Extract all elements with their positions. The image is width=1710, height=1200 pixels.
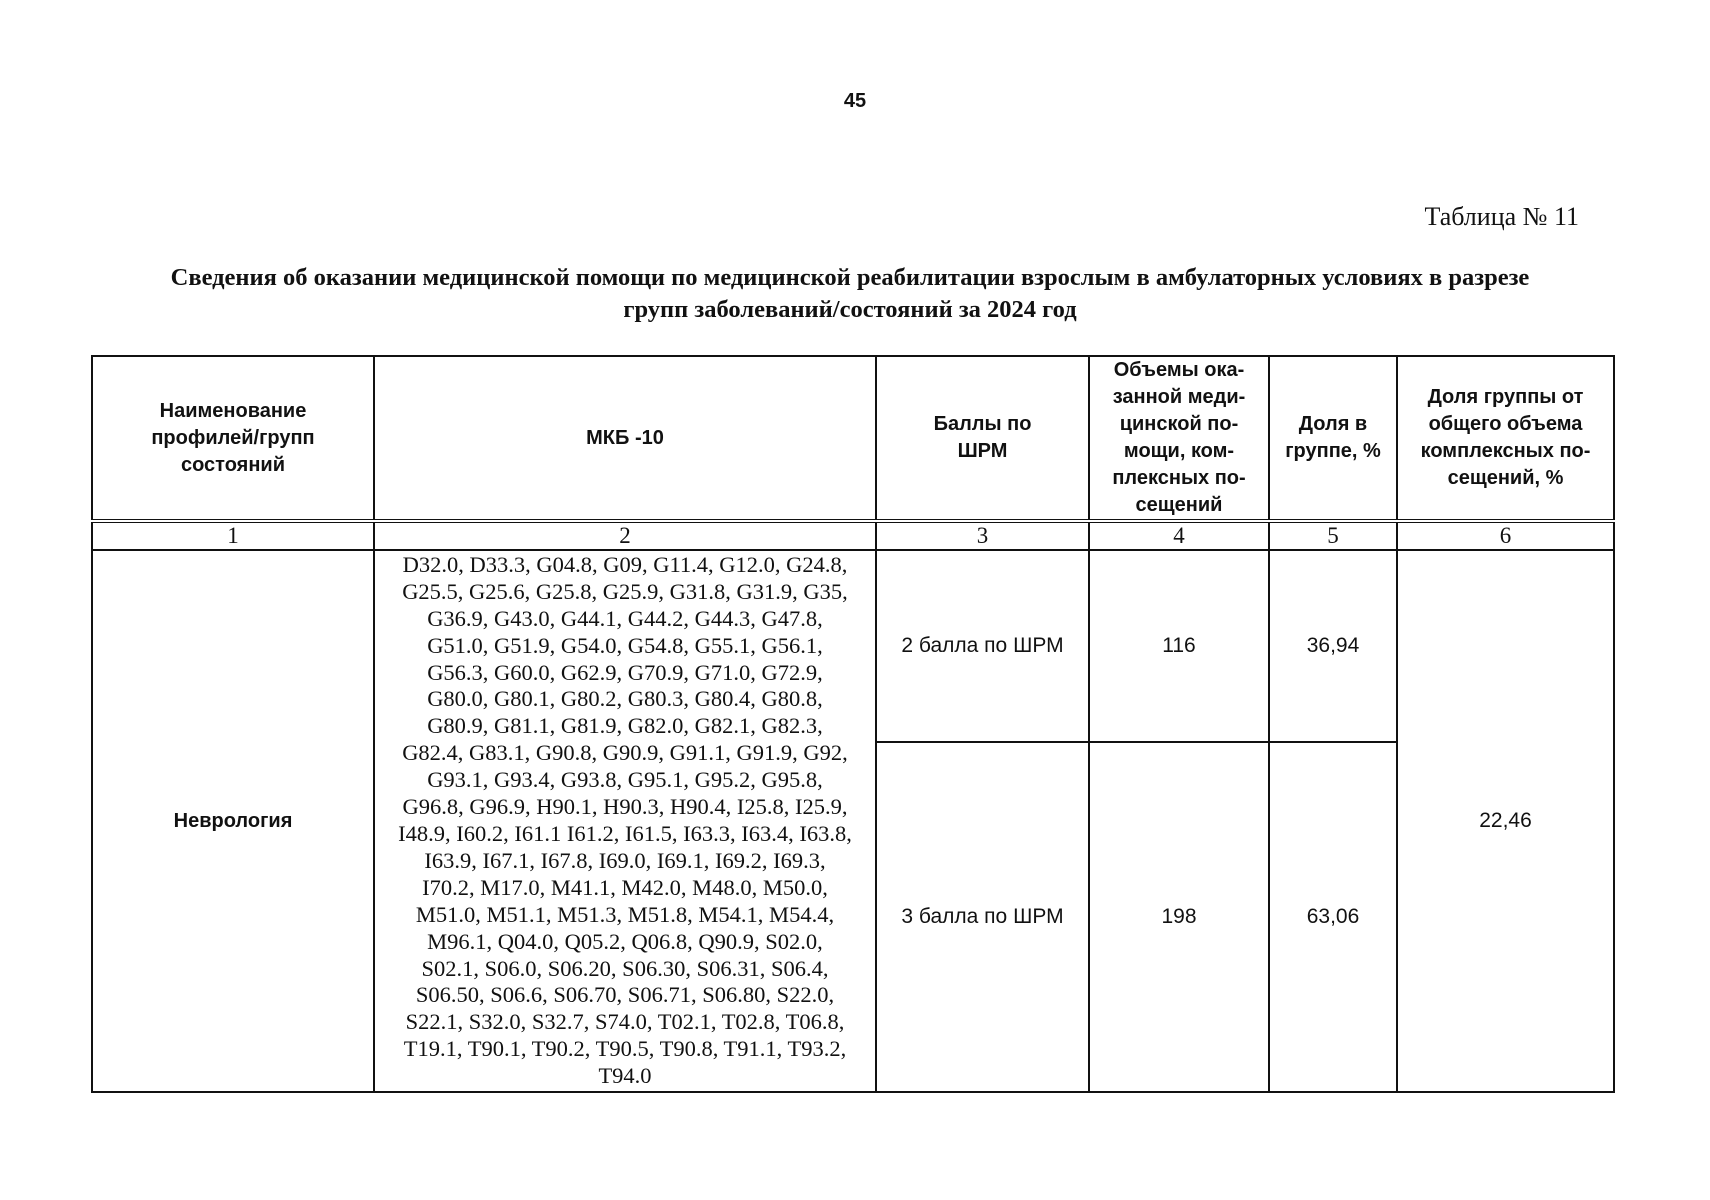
icd-code-line: I70.2, M17.0, M41.1, M42.0, M48.0, M50.0,	[422, 874, 828, 900]
column-number: 2	[374, 521, 876, 550]
icd-codes-cell	[374, 550, 876, 1092]
icd-code-line: G56.3, G60.0, G62.9, G70.9, G71.0, G72.9,	[427, 659, 823, 685]
icd-code-line: G51.0, G51.9, G54.0, G54.8, G55.1, G56.1,	[427, 632, 823, 658]
header-line: занной меди-	[1112, 386, 1246, 408]
header-shrm-score	[876, 356, 1089, 521]
icd-code-line: G36.9, G43.0, G44.1, G44.2, G44.3, G47.8,	[427, 605, 823, 631]
header-line: профилей/групп	[151, 426, 315, 449]
header-share-in-group	[1269, 356, 1397, 521]
volume-cell: 116	[1089, 550, 1269, 742]
header-profile-name	[92, 356, 374, 521]
table-label: Таблица № 11	[1424, 202, 1579, 231]
header-volume	[1089, 356, 1269, 521]
icd-code-line: I48.9, I60.2, I61.1 I61.2, I61.5, I63.3, I63.4, I63.8,	[398, 821, 852, 846]
header-line: МКБ -10	[586, 426, 664, 449]
shrm-score-cell: 3 балла по ШРМ	[876, 742, 1089, 1092]
share-in-group-cell: 63,06	[1269, 742, 1397, 1092]
document-title	[95, 262, 1605, 326]
icd-code-line: S22.1, S32.0, S32.7, S74.0, T02.1, T02.8, T06.8,	[405, 1009, 845, 1035]
icd-code-line: T19.1, T90.1, T90.2, T90.5, T90.8, T91.1, T93.2,	[403, 1036, 847, 1062]
icd-code-line: G80.9, G81.1, G81.9, G82.0, G82.1, G82.3,	[427, 713, 823, 739]
volume-cell: 198	[1089, 742, 1269, 1092]
rehabilitation-table	[91, 355, 1615, 1093]
column-number: 1	[92, 521, 374, 550]
icd-code-line: G80.0, G80.1, G80.2, G80.3, G80.4, G80.8,	[427, 686, 823, 712]
icd-code-line: M51.0, M51.1, M51.3, M51.8, M54.1, M54.4,	[415, 901, 835, 927]
icd-code-line: G25.5, G25.6, G25.8, G25.9, G31.8, G31.9, G35,	[402, 578, 848, 604]
header-line: мощи, ком-	[1123, 440, 1235, 462]
icd-code-line: G82.4, G83.1, G90.8, G90.9, G91.1, G91.9, G92,	[402, 740, 848, 766]
icd-code-line: T94.0	[598, 1063, 652, 1089]
shrm-score-cell: 2 балла по ШРМ	[876, 550, 1089, 742]
icd-code-line: G93.1, G93.4, G93.8, G95.1, G95.2, G95.8,	[427, 767, 823, 793]
title-line-1: Сведения об оказании медицинской помощи по медицинской реабилитации взрослым в амбулаторных условиях в разрезе	[170, 264, 1530, 291]
header-line: сещений, %	[1447, 467, 1564, 489]
header-line: Доля группы от	[1427, 386, 1584, 408]
header-line: ШРМ	[957, 440, 1008, 462]
icd-code-line: S02.1, S06.0, S06.20, S06.30, S06.31, S06.4,	[421, 955, 829, 981]
column-number: 3	[876, 521, 1089, 550]
column-number: 5	[1269, 521, 1397, 550]
header-line: Баллы по	[933, 413, 1032, 435]
header-line: Объемы ока-	[1113, 359, 1245, 381]
header-row	[92, 356, 1614, 521]
column-number-row	[92, 521, 1614, 550]
header-line: цинской по-	[1119, 413, 1239, 435]
header-line: состояний	[180, 453, 286, 476]
icd-code-line: I63.9, I67.1, I67.8, I69.0, I69.1, I69.2, I69.3,	[424, 847, 826, 873]
header-line: общего объема	[1428, 413, 1583, 435]
column-number: 6	[1397, 521, 1614, 550]
title-line-2: групп заболеваний/состояний за 2024 год	[623, 296, 1077, 323]
header-share-of-total	[1397, 356, 1614, 521]
header-line: Доля в	[1298, 413, 1368, 435]
page-number: 45	[843, 90, 867, 112]
icd-code-line: S06.50, S06.6, S06.70, S06.71, S06.80, S22.0,	[415, 982, 835, 1008]
column-number: 4	[1089, 521, 1269, 550]
icd-code-line: D32.0, D33.3, G04.8, G09, G11.4, G12.0, G24.8,	[402, 551, 848, 577]
table-row	[92, 550, 1614, 742]
share-in-group-cell: 36,94	[1269, 550, 1397, 742]
header-line: сещений	[1135, 494, 1223, 516]
header-line: плексных по-	[1112, 467, 1246, 489]
icd-code-line: M96.1, Q04.0, Q05.2, Q06.8, Q90.9, S02.0,	[427, 928, 823, 954]
icd-code-line: G96.8, G96.9, H90.1, H90.3, H90.4, I25.8, I25.9,	[402, 794, 848, 820]
header-line: комплексных по-	[1420, 440, 1591, 462]
header-icd10	[374, 356, 876, 521]
header-line: группе, %	[1285, 440, 1381, 462]
header-line: Наименование	[159, 399, 307, 422]
share-of-total-cell: 22,46	[1397, 550, 1614, 1092]
group-name-cell: Неврология	[92, 550, 374, 1092]
